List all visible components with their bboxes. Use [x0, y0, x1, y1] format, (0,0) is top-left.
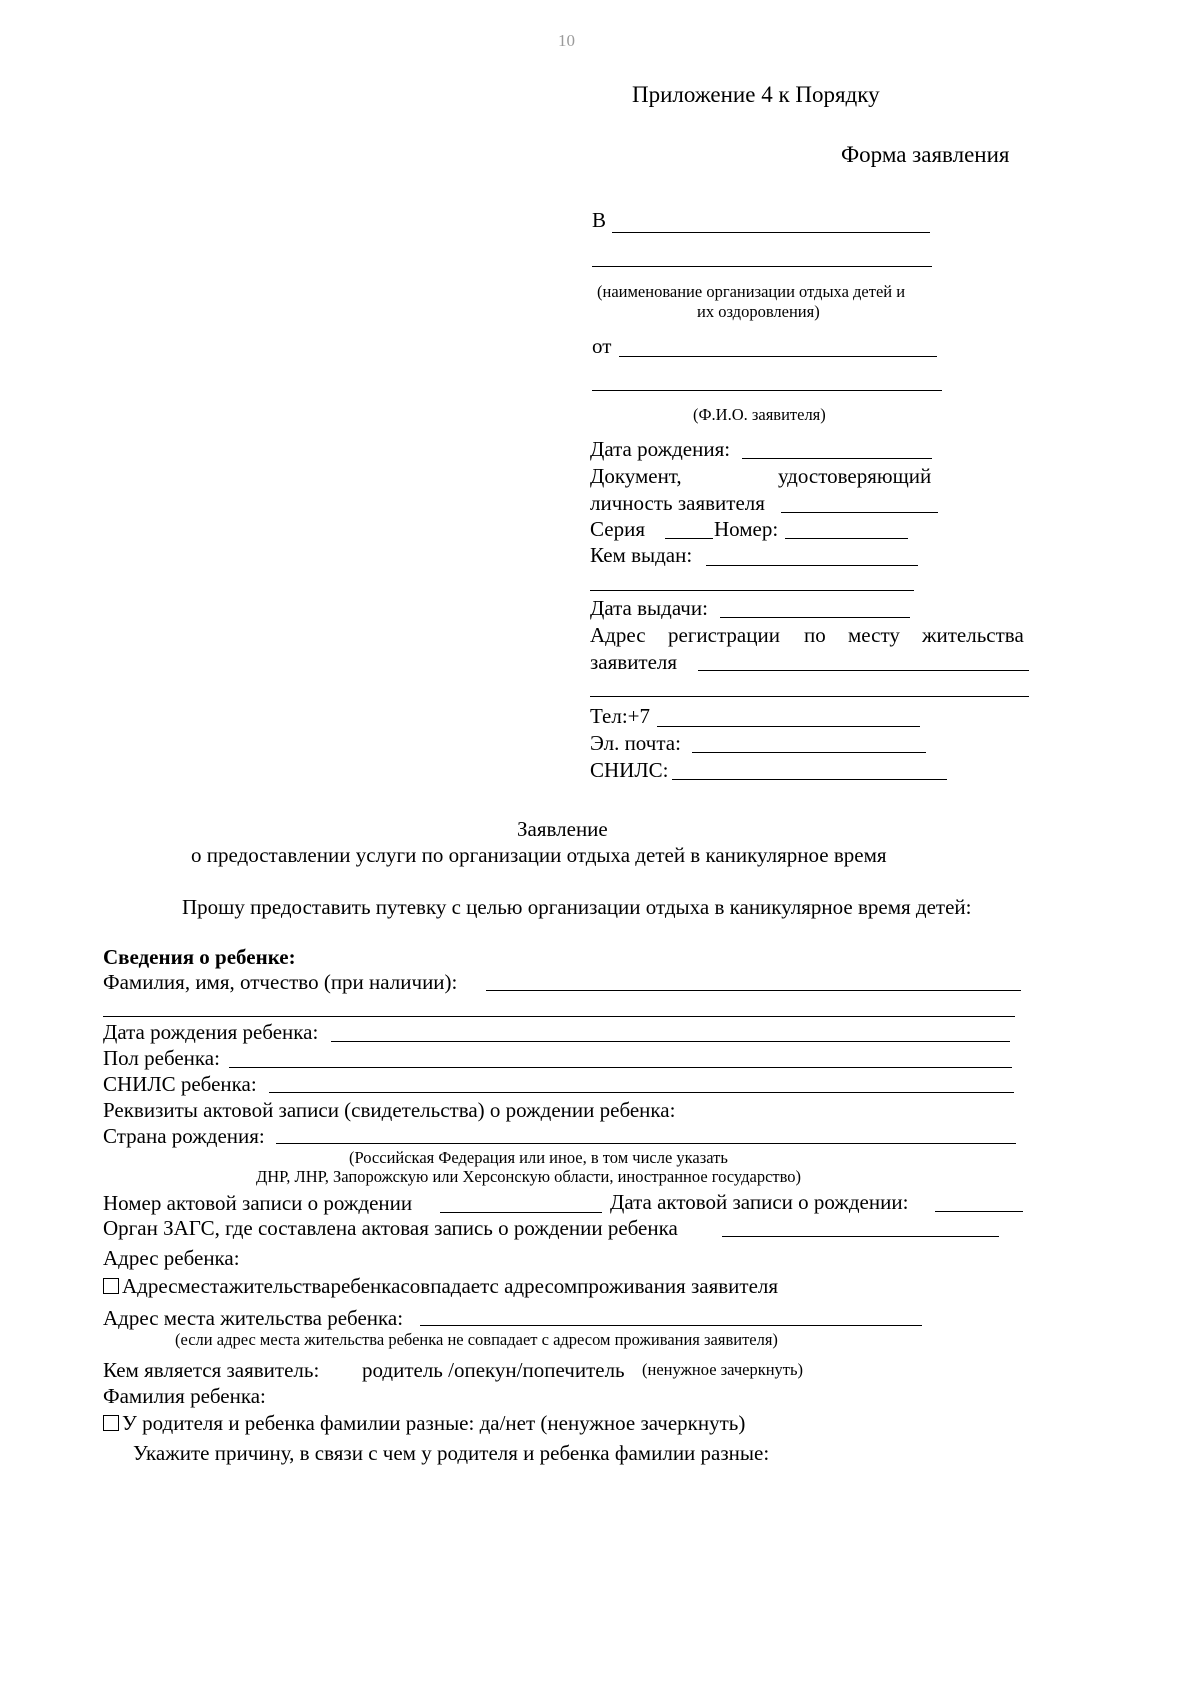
birth-country-note-2: ДНР, ЛНР, Запорожскую или Херсонскую области, иностранное государство): [256, 1167, 802, 1186]
applicant-birth-date-label: Дата рождения:: [590, 437, 731, 461]
applicant-name-line-1: [619, 356, 937, 357]
phone-label: Тел:+7: [590, 704, 651, 728]
different-surnames-reason-label: Укажите причину, в связи с чем у родителя и ребенка фамилии разные:: [133, 1441, 770, 1465]
registration-address-line-1: [698, 670, 1029, 671]
different-surnames-checkbox-label: У родителя и ребенка фамилии разные: да/нет (ненужное зачеркнуть): [122, 1411, 746, 1435]
registration-address-word3: по: [804, 623, 826, 647]
statement-subtitle: о предоставлении услуги по организации отдыха детей в каникулярное время: [191, 843, 887, 867]
registration-address-word4: месту: [848, 623, 900, 647]
issue-date-label: Дата выдачи:: [590, 596, 708, 620]
registry-office-line: [722, 1236, 999, 1237]
different-surnames-checkbox[interactable]: [103, 1415, 119, 1431]
applicant-name-line-2: [592, 390, 942, 391]
email-line: [692, 752, 926, 753]
child-address-heading: Адрес ребенка:: [103, 1246, 240, 1270]
birth-record-heading: Реквизиты актовой записи (свидетельства) о рождении ребенка:: [103, 1098, 676, 1122]
applicant-role-options: родитель /опекун/попечитель: [362, 1358, 625, 1382]
child-surname-label: Фамилия ребенка:: [103, 1384, 266, 1408]
identity-document-line: [781, 512, 938, 513]
same-address-checkbox-row[interactable]: [103, 1274, 778, 1299]
issued-by-line-2: [590, 590, 914, 591]
appendix-title: Приложение 4 к Порядку: [632, 82, 880, 107]
phone-line: [657, 726, 920, 727]
child-residence-address-label: Адрес места жительства ребенка:: [103, 1306, 404, 1330]
record-date-label: Дата актовой записи о рождении:: [610, 1190, 909, 1214]
applicant-role-label: Кем является заявитель:: [103, 1358, 320, 1382]
record-number-label: Номер актовой записи о рождении: [103, 1191, 413, 1215]
from-prefix: от: [592, 334, 612, 358]
email-label: Эл. почта:: [590, 731, 681, 755]
page-number: 10: [558, 31, 575, 50]
issued-by-label: Кем выдан:: [590, 543, 693, 567]
child-section-heading: Сведения о ребенке:: [103, 945, 296, 969]
number-label: Номер:: [714, 517, 779, 541]
organization-line-1: [612, 232, 930, 233]
same-address-checkbox-label: Адресместажительстваребенкасовпадаетс адресомпроживания заявителя: [122, 1274, 779, 1298]
applicant-birth-date-line: [742, 458, 932, 459]
child-residence-address-line: [420, 1325, 922, 1326]
registration-address-line-2: [590, 696, 1029, 697]
same-address-checkbox[interactable]: [103, 1278, 119, 1294]
child-sex-label: Пол ребенка:: [103, 1046, 220, 1070]
child-snils-line: [269, 1092, 1014, 1093]
document-label-word1: Документ,: [590, 464, 682, 488]
applicant-role-note: (ненужное зачеркнуть): [642, 1360, 804, 1379]
record-number-line: [440, 1212, 602, 1213]
child-full-name-label: Фамилия, имя, отчество (при наличии):: [103, 970, 458, 994]
applicant-snils-label: СНИЛС:: [590, 758, 669, 782]
series-line: [665, 538, 713, 539]
record-date-line: [935, 1211, 1023, 1212]
number-line: [785, 538, 908, 539]
child-full-name-line-1: [486, 990, 1021, 991]
registration-address-word1: Адрес: [590, 623, 646, 647]
child-address-note: (если адрес места жительства ребенка не совпадает с адресом проживания заявителя): [175, 1330, 778, 1349]
child-full-name-line-2: [103, 1016, 1015, 1017]
series-label: Серия: [590, 517, 645, 541]
applicant-caption: (Ф.И.О. заявителя): [693, 405, 826, 424]
birth-country-label: Страна рождения:: [103, 1124, 265, 1148]
document-label-line2: личность заявителя: [590, 491, 765, 515]
child-snils-label: СНИЛС ребенка:: [103, 1072, 257, 1096]
statement-request: Прошу предоставить путевку с целью организации отдыха в каникулярное время детей:: [182, 895, 972, 919]
to-prefix: В: [592, 208, 607, 232]
registration-address-word5: жительства: [922, 623, 1024, 647]
birth-country-note-1: (Российская Федерация или иное, в том числе указать: [349, 1148, 728, 1167]
registry-office-label: Орган ЗАГС, где составлена актовая запись о рождении ребенка: [103, 1216, 678, 1240]
applicant-snils-line: [672, 779, 947, 780]
birth-country-line: [276, 1143, 1016, 1144]
child-birth-date-label: Дата рождения ребенка:: [103, 1020, 319, 1044]
child-birth-date-line: [331, 1041, 1010, 1042]
issue-date-line: [720, 617, 910, 618]
organization-line-2: [592, 266, 932, 267]
different-surnames-checkbox-row[interactable]: [103, 1411, 745, 1436]
statement-title: Заявление: [517, 817, 608, 841]
organization-caption-1: (наименование организации отдыха детей и: [597, 282, 906, 301]
form-title: Форма заявления: [841, 142, 1010, 167]
registration-address-line2: заявителя: [590, 650, 678, 674]
document-label-word2: удостоверяющий: [778, 464, 932, 488]
registration-address-word2: регистрации: [668, 623, 780, 647]
issued-by-line-1: [706, 565, 918, 566]
organization-caption-2: их оздоровления): [697, 302, 820, 321]
child-sex-line: [229, 1067, 1012, 1068]
